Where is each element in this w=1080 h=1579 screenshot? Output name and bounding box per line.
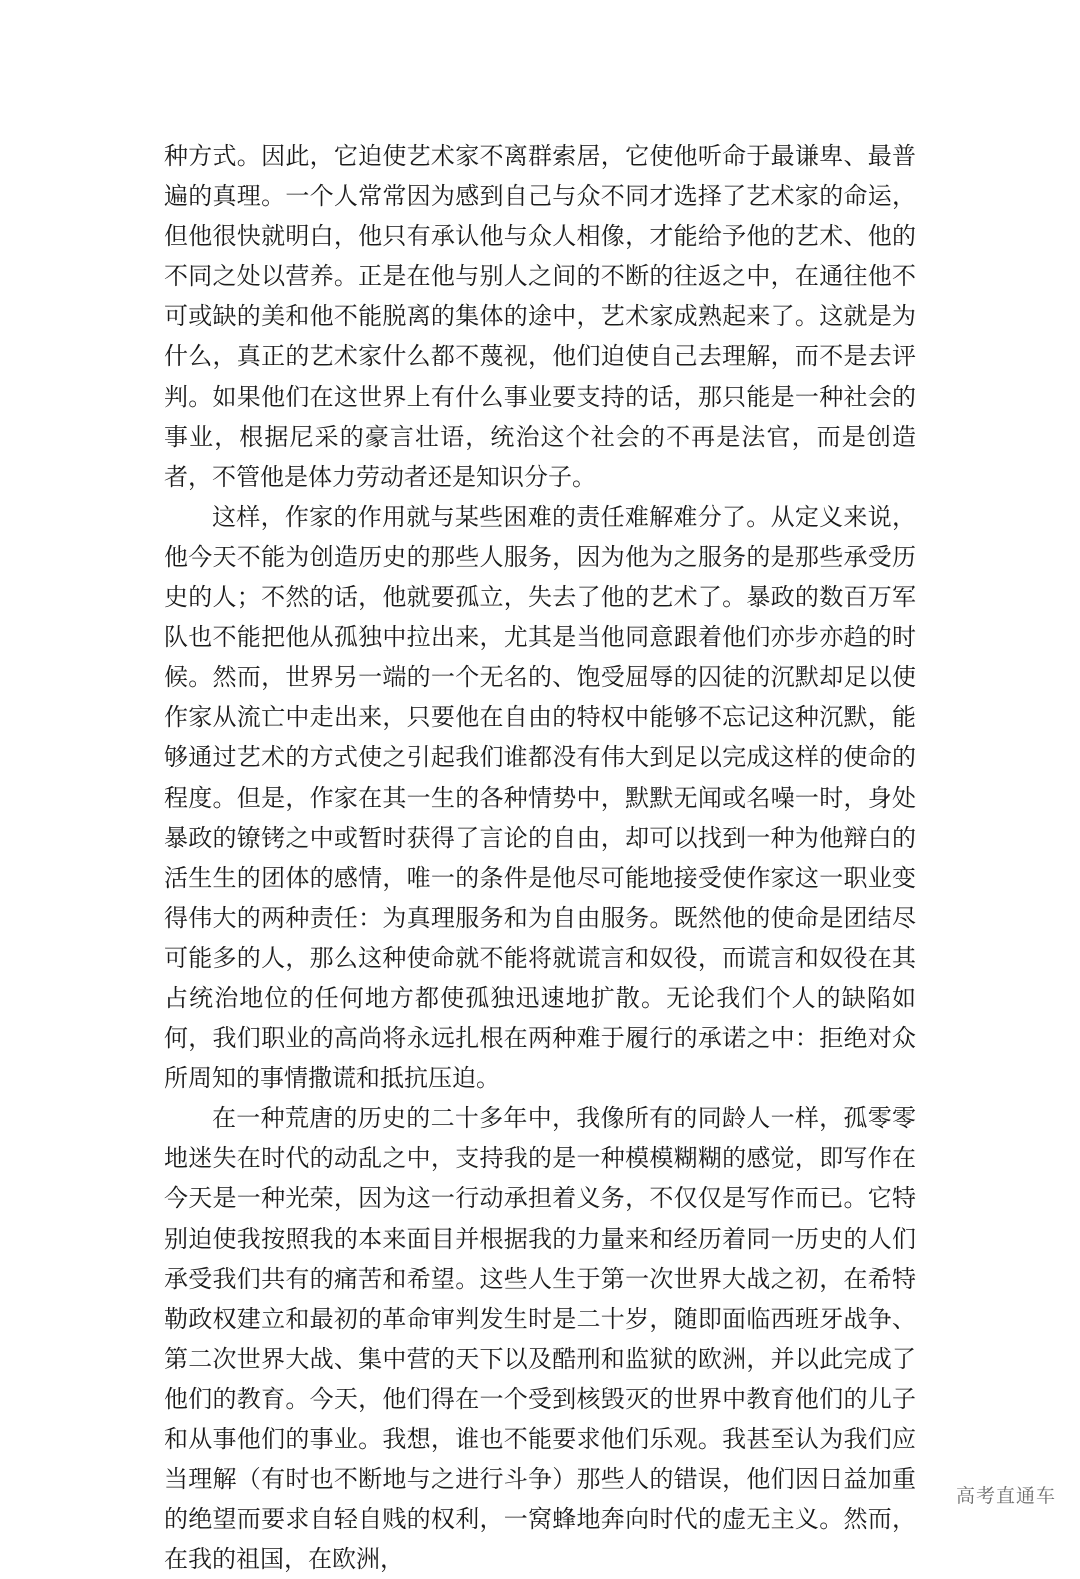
paragraph-1: 种方式。因此，它迫使艺术家不离群索居，它使他听命于最谦卑、最普遍的真理。一个人常常因为感到自己与众不同才选择了艺术家的命运，但他很快就明白，他只有承认他与众人相像，才能给予他的艺术、他的不同之处以营养。正是在他与别人之间的不断的往返之中，在通往他不可或缺的美和他不能脱离的集体的途中，艺术家成熟起来了。这就是为什么，真正的艺术家什么都不蔑视，他们迫使自己去理解，而不是去评判。如果他们在这世界上有什么事业要支持的话，那只能是一种社会的事业，根据尼采的豪言壮语，统治这个社会的不再是法官，而是创造者，不管他是体力劳动者还是知识分子。: [164, 142, 916, 491]
body-text: [164, 136, 916, 1579]
paragraph-2: 这样，作家的作用就与某些困难的责任难解难分了。从定义来说，他今天不能为创造历史的那些人服务，因为他为之服务的是那些承受历史的人；不然的话，他就要孤立，失去了他的艺术了。暴政的数百万军队也不能把他从孤独中拉出来，尤其是当他同意跟着他们亦步亦趋的时候。然而，世界另一端的一个无名的、饱受屈辱的囚徒的沉默却足以使作家从流亡中走出来，只要他在自由的特权中能够不忘记这种沉默，能够通过艺术的方式使之引起我们谁都没有伟大到足以完成这样的使命的程度。但是，作家在其一生的各种情势中，默默无闻或名噪一时，身处暴政的镣铐之中或暂时获得了言论的自由，却可以找到一种为他辩白的活生生的团体的感情，唯一的条件是他尽可能地接受使作家这一职业变得伟大的两种责任：为真理服务和为自由服务。既然他的使命是团结尽可能多的人，那么这种使命就不能将就谎言和奴役，而谎言和奴役在其占统治地位的任何地方都使孤独迅速地扩散。无论我们个人的缺陷如何，我们职业的高尚将永远扎根在两种难于履行的承诺之中：拒绝对众所周知的事情撒谎和抵抗压迫。: [164, 502, 916, 1093]
watermark-text: 高考直通车: [955, 1485, 1056, 1507]
paragraph-3: 在一种荒唐的历史的二十多年中，我像所有的同龄人一样，孤零零地迷失在时代的动乱之中，支持我的是一种模模糊糊的感觉，即写作在今天是一种光荣，因为这一行动承担着义务，不仅仅是写作而已。它特别迫使我按照我的本来面目并根据我的力量来和经历着同一历史的人们承受我们共有的痛苦和希望。这些人生于第一次世界大战之初，在希特勒政权建立和最初的革命审判发生时是二十岁，随即面临西班牙战争、第二次世界大战、集中营的天下以及酷刑和监狱的欧洲，并以此完成了他们的教育。今天，他们得在一个受到核毁灭的世界中教育他们的儿子和从事他们的事业。我想，谁也不能要求他们乐观。我甚至认为我们应当理解（有时也不断地与之进行斗争）那些人的错误，他们因日益加重的绝望而要求自轻自贱的权利，一窝蜂地奔向时代的虚无主义。然而，在我的祖国，在欧洲，: [164, 1104, 916, 1574]
